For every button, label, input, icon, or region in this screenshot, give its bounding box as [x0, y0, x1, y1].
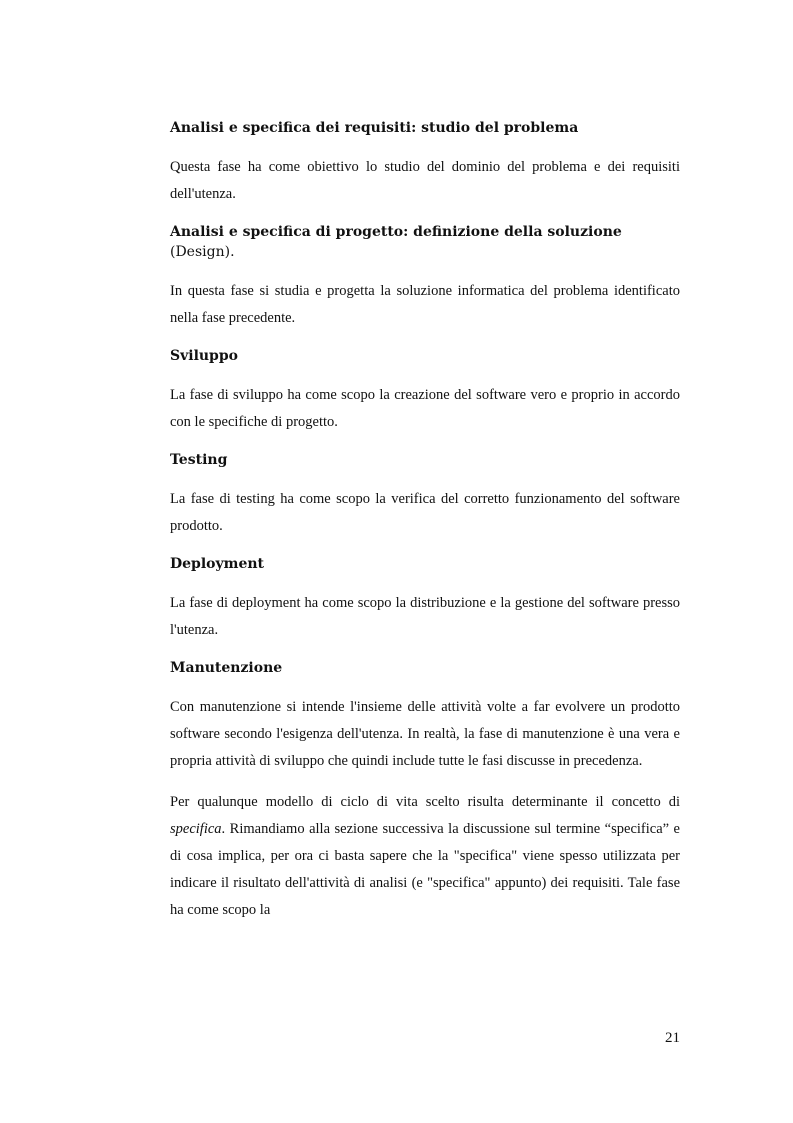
section-heading-sviluppo	[170, 346, 680, 366]
section-heading-requisiti	[170, 118, 680, 138]
heading-suffix: (Design).	[170, 244, 235, 260]
heading-text: Deployment	[170, 556, 264, 572]
heading-text: Testing	[170, 452, 228, 468]
heading-text: Sviluppo	[170, 348, 238, 364]
page-content	[170, 118, 680, 938]
closing-paragraph	[170, 789, 680, 924]
section-body-sviluppo: La fase di sviluppo ha come scopo la creazione del software vero e proprio in accordo con le specifiche di progetto.	[170, 387, 680, 430]
section-body-manutenzione: Con manutenzione si intende l'insieme delle attività volte a far evolvere un prodotto software secondo l'esigenza dell'utenza. In realtà, la fase di manutenzione è una vera e propria attività di sviluppo che quindi include tutte le fasi discusse in precedenza.	[170, 699, 680, 769]
heading-text: Analisi e specifica dei requisiti: studio del problema	[170, 120, 579, 136]
section-heading-manutenzione	[170, 658, 680, 678]
page-number: 21	[665, 1030, 680, 1046]
heading-text: Manutenzione	[170, 660, 283, 676]
section-heading-progetto	[170, 222, 680, 262]
section-body-testing: La fase di testing ha come scopo la verifica del corretto funzionamento del software prodotto.	[170, 491, 680, 534]
section-body-requisiti: Questa fase ha come obiettivo lo studio del dominio del problema e dei requisiti dell'utenza.	[170, 159, 680, 202]
section-body-deployment: La fase di deployment ha come scopo la distribuzione e la gestione del software presso l'utenza.	[170, 595, 680, 638]
section-heading-testing	[170, 450, 680, 470]
closing-emphasis: specifica	[170, 821, 222, 837]
closing-part-2: . Rimandiamo alla sezione successiva la discussione sul termine “specifica” e di cosa implica, per ora ci basta sapere che la "specifica" viene spesso utilizzata per indicare il risultato dell'attività di analisi (e "specifica" appunto) dei requisiti. Tale fase ha come scopo la	[170, 821, 680, 918]
section-heading-deployment	[170, 554, 680, 574]
heading-text: Analisi e specifica di progetto: definizione della soluzione	[170, 224, 622, 240]
closing-part-1: Per qualunque modello di ciclo di vita scelto risulta determinante il concetto di	[170, 794, 680, 810]
section-body-progetto: In questa fase si studia e progetta la soluzione informatica del problema identificato nella fase precedente.	[170, 283, 680, 326]
